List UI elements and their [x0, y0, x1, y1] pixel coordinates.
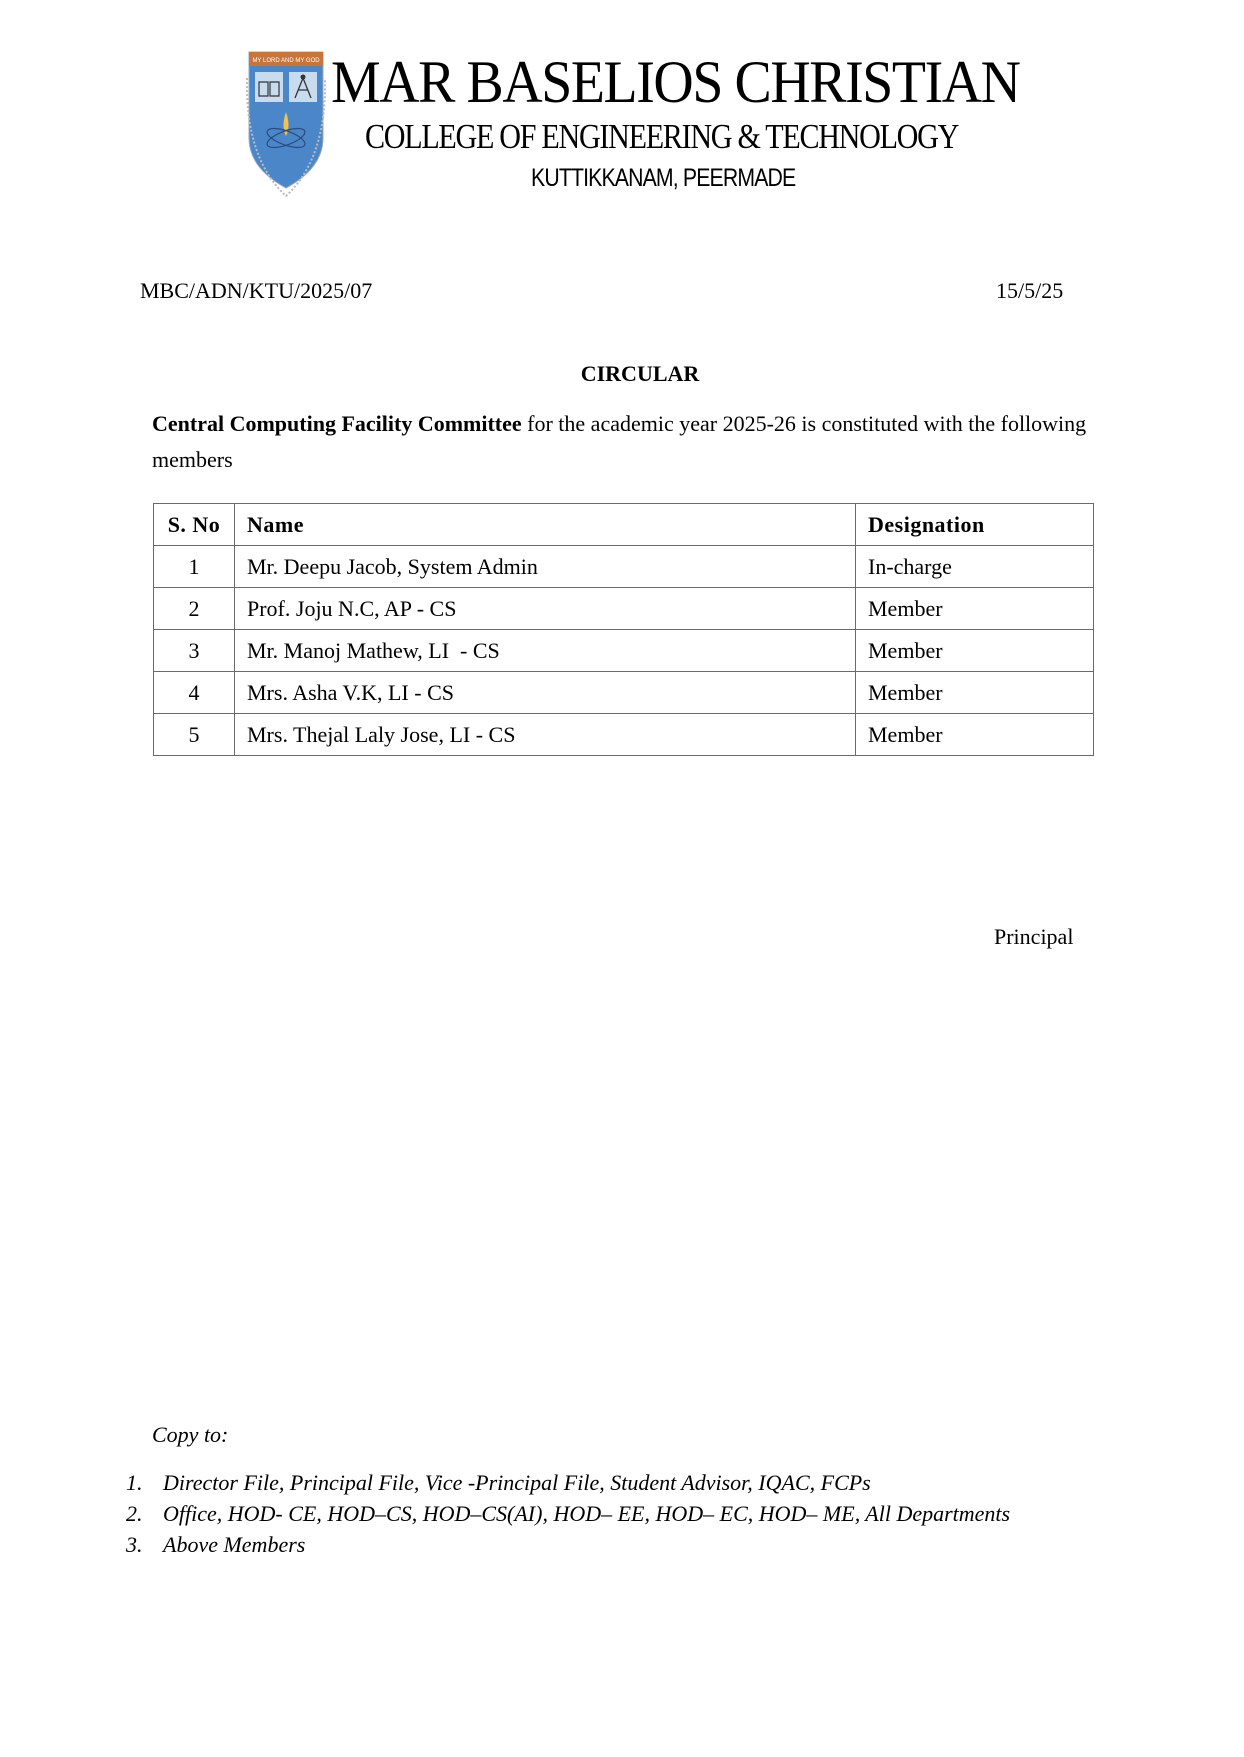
members-table — [153, 503, 1094, 756]
table-header-row — [154, 504, 1094, 546]
signatory: Principal — [994, 924, 1074, 949]
list-item — [126, 1498, 1010, 1529]
table-row — [154, 630, 1094, 672]
intro-paragraph — [152, 406, 1112, 478]
institution-name: MAR BASELIOS CHRISTIAN — [331, 49, 1020, 115]
reference-number: MBC/ADN/KTU/2025/07 — [140, 278, 373, 303]
cell-designation: Member — [856, 588, 1094, 630]
circular-date: 15/5/25 — [996, 278, 1064, 303]
copy-to-list — [126, 1467, 1010, 1560]
list-item — [126, 1529, 1010, 1560]
cell-sno: 5 — [154, 714, 235, 756]
cell-sno: 3 — [154, 630, 235, 672]
cell-designation: In-charge — [856, 546, 1094, 588]
cell-designation: Member — [856, 672, 1094, 714]
committee-name: Central Computing Facility Committee — [152, 411, 522, 436]
header-name: Name — [235, 504, 856, 546]
college-crest-icon — [245, 48, 327, 198]
header-designation: Designation — [856, 504, 1094, 546]
intro-text: for the academic year 2025-26 is constituted with the following members — [152, 411, 1087, 472]
table-row — [154, 714, 1094, 756]
list-item — [126, 1467, 1010, 1498]
list-text: Office, HOD- CE, HOD–CS, HOD–CS(AI), HOD– EE, HOD– EC, HOD– ME, All Departments — [163, 1501, 1011, 1526]
list-number: 3. — [126, 1532, 143, 1557]
cell-name: Mr. Manoj Mathew, LI - CS — [235, 630, 856, 672]
cell-name: Mr. Deepu Jacob, System Admin — [235, 546, 856, 588]
list-text: Above Members — [163, 1532, 306, 1557]
cell-designation: Member — [856, 714, 1094, 756]
cell-sno: 4 — [154, 672, 235, 714]
cell-name: Mrs. Thejal Laly Jose, LI - CS — [235, 714, 856, 756]
list-number: 2. — [126, 1501, 143, 1526]
table-row — [154, 672, 1094, 714]
crest-motto: MY LORD AND MY GOD — [252, 58, 320, 64]
cell-name: Prof. Joju N.C, AP - CS — [235, 588, 856, 630]
list-number: 1. — [126, 1470, 143, 1495]
institution-location: KUTTIKKANAM, PEERMADE — [531, 164, 796, 192]
letterhead — [245, 48, 1085, 198]
cell-designation: Member — [856, 630, 1094, 672]
list-text: Director File, Principal File, Vice -Principal File, Student Advisor, IQAC, FCPs — [163, 1470, 871, 1495]
cell-sno: 2 — [154, 588, 235, 630]
table-row — [154, 546, 1094, 588]
cell-name: Mrs. Asha V.K, LI - CS — [235, 672, 856, 714]
header-sno: S. No — [154, 504, 235, 546]
circular-title: CIRCULAR — [580, 361, 700, 386]
table-row — [154, 588, 1094, 630]
copy-to-label: Copy to: — [152, 1422, 229, 1447]
cell-sno: 1 — [154, 546, 235, 588]
institution-subtitle: COLLEGE OF ENGINEERING & TECHNOLOGY — [365, 117, 959, 156]
